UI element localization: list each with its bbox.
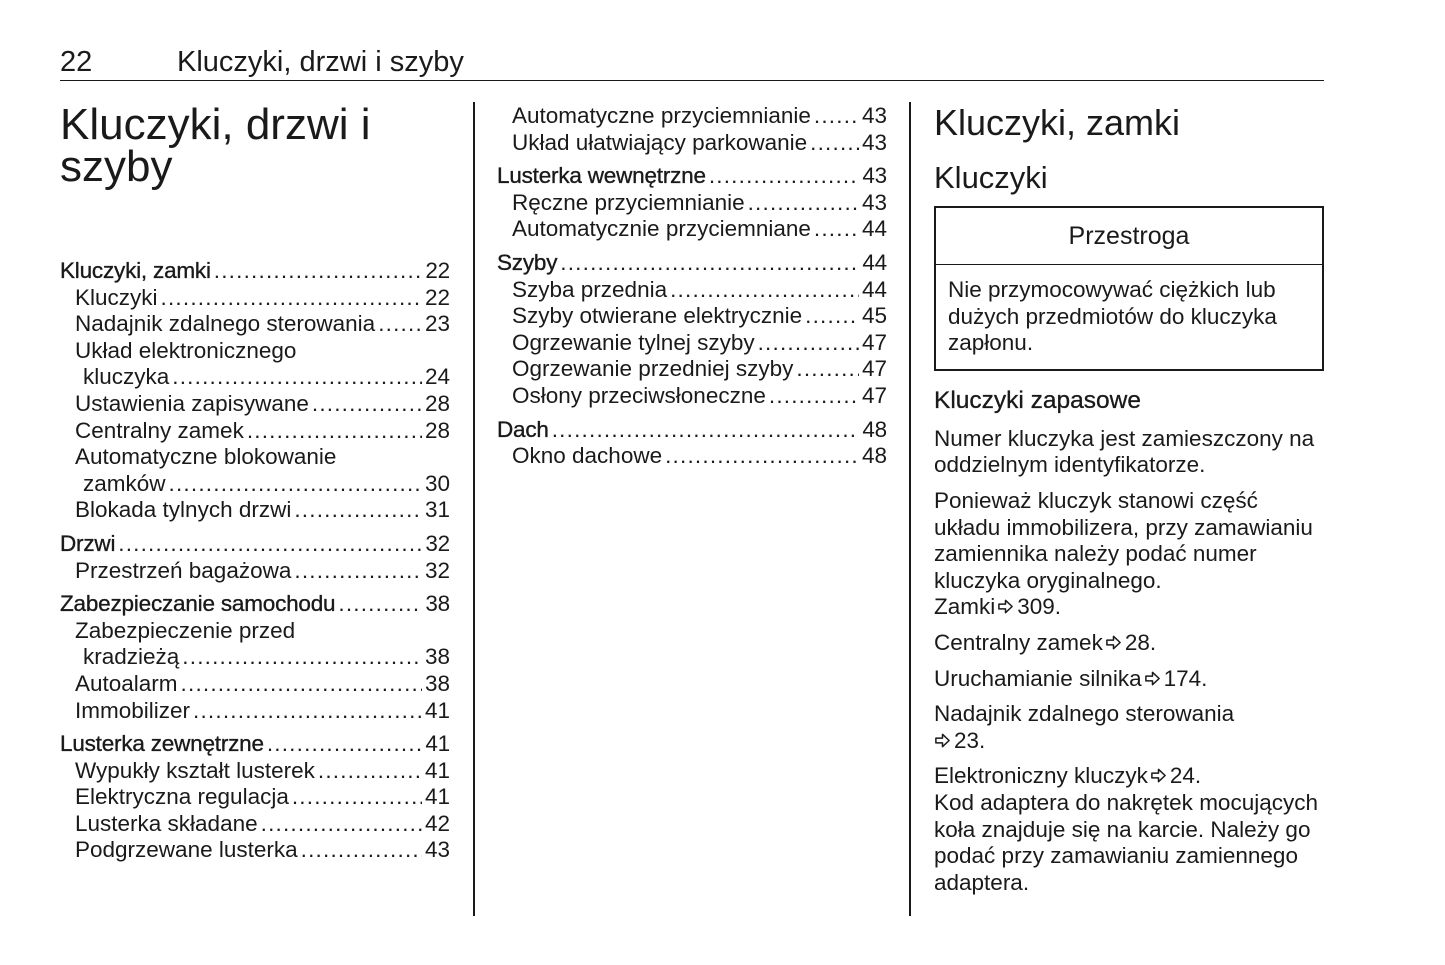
cross-reference[interactable] [934, 594, 1324, 621]
toc-subsection-link[interactable] [60, 311, 450, 338]
toc-label: Wypukły kształt lusterek [75, 757, 315, 783]
reference-text: Zamki [934, 594, 996, 620]
toc-page-number: 43 [424, 837, 450, 863]
toc-leader-dots [665, 443, 859, 470]
toc-leader-dots [182, 644, 422, 671]
toc-subsection-link[interactable] [60, 811, 450, 838]
toc-subsection-link[interactable] [497, 330, 887, 357]
column-divider [473, 102, 475, 916]
toc-page-number: 44 [862, 249, 887, 275]
toc-page-number: 47 [861, 329, 887, 355]
toc-section-link[interactable] [60, 731, 450, 758]
toc-section-link[interactable] [60, 531, 450, 558]
toc-leader-dots [118, 531, 422, 558]
toc-page-number: 48 [861, 443, 887, 469]
arrow-right-icon [1105, 631, 1122, 648]
toc-label: Ogrzewanie przedniej szyby [512, 356, 794, 382]
toc-label: Zabezpieczanie samochodu [60, 591, 336, 617]
subsection-title: Kluczyki [934, 160, 1048, 195]
cross-reference[interactable] [934, 666, 1324, 693]
toc-leader-dots [560, 250, 859, 277]
toc-page-number: 43 [862, 163, 887, 189]
toc-group [497, 417, 887, 470]
toc-label: Blokada tylnych drzwi [75, 497, 292, 523]
toc-page-number: 31 [424, 497, 450, 523]
running-chapter-title: Kluczyki, drzwi i szyby [177, 46, 464, 78]
toc-page-number: 28 [424, 390, 450, 416]
toc-leader-dots [181, 671, 422, 698]
toc-label: Lusterka wewnętrzne [497, 163, 706, 189]
table-of-contents-left [60, 258, 450, 871]
toc-page-number: 43 [861, 103, 887, 128]
toc-subsection-link[interactable] [60, 644, 450, 671]
toc-label: Automatycznie przyciemniane [512, 216, 811, 242]
toc-leader-dots [814, 103, 859, 130]
toc-subsection-link[interactable] [60, 784, 450, 811]
toc-page-number: 38 [425, 591, 450, 617]
toc-label: Elektryczna regulacja [75, 784, 289, 810]
toc-leader-dots [338, 591, 422, 618]
toc-leader-dots [805, 303, 859, 330]
page-header [60, 44, 1324, 81]
toc-leader-dots [169, 471, 422, 498]
toc-group [60, 731, 450, 864]
toc-label: kluczyka [83, 364, 170, 390]
toc-label: Szyby otwierane elektrycznie [512, 303, 803, 329]
toc-subsection-link[interactable] [497, 216, 887, 243]
toc-subsection-link[interactable] [60, 558, 450, 585]
toc-leader-dots [267, 731, 423, 758]
arrow-right-icon [934, 729, 951, 746]
chapter-title: Kluczyki, drzwi i szyby [60, 100, 371, 191]
toc-leader-dots [670, 277, 859, 304]
toc-page-number: 43 [861, 129, 887, 155]
toc-leader-dots [172, 364, 422, 391]
toc-label: Osłony przeciwsłoneczne [512, 382, 766, 408]
arrow-right-icon [997, 595, 1014, 612]
toc-leader-dots [161, 285, 422, 312]
toc-section-link[interactable] [60, 258, 450, 285]
toc-group [497, 250, 887, 410]
toc-group [60, 258, 450, 524]
toc-section-link[interactable] [497, 250, 887, 277]
column-divider [909, 102, 911, 916]
arrow-right-icon [1144, 667, 1161, 684]
toc-entry-label-line: Automatyczne blokowanie [75, 444, 337, 470]
toc-leader-dots [312, 391, 422, 418]
toc-page-number: 38 [424, 670, 450, 696]
toc-label: kradzieżą [83, 644, 180, 670]
toc-leader-dots [318, 758, 422, 785]
toc-page-number: 30 [424, 470, 450, 496]
arrow-right-icon [1150, 764, 1167, 781]
toc-subsection-link[interactable] [60, 391, 450, 418]
toc-page-number: 44 [861, 276, 887, 302]
toc-page-number: 28 [424, 417, 450, 443]
caution-box [934, 206, 1324, 371]
toc-page-number: 43 [861, 189, 887, 215]
toc-label: Ogrzewanie tylnej szyby [512, 329, 755, 355]
toc-leader-dots [193, 698, 422, 725]
toc-leader-dots [758, 330, 859, 357]
toc-group [60, 531, 450, 584]
toc-leader-dots [261, 811, 422, 838]
cross-references [934, 594, 1324, 790]
toc-page-number: 41 [424, 697, 450, 723]
toc-subsection-link[interactable] [497, 103, 887, 130]
toc-page-number: 32 [425, 530, 450, 556]
toc-page-number: 42 [424, 810, 450, 836]
toc-page-number: 47 [861, 356, 887, 382]
toc-label: Lusterka zewnętrzne [60, 731, 264, 757]
toc-leader-dots [214, 258, 423, 285]
cross-reference[interactable] [934, 763, 1324, 790]
toc-label: Immobilizer [75, 697, 191, 723]
toc-page-number: 24 [424, 364, 450, 390]
toc-page-number: 41 [424, 757, 450, 783]
spare-keys-heading: Kluczyki zapasowe [934, 386, 1141, 414]
reference-page: 24. [1169, 763, 1202, 789]
toc-section-link[interactable] [60, 591, 450, 618]
toc-page-number: 23 [424, 311, 450, 337]
toc-subsection-link[interactable] [60, 285, 450, 312]
toc-leader-dots [810, 130, 859, 157]
caution-title: Przestroga [936, 208, 1322, 265]
toc-leader-dots [247, 418, 422, 445]
toc-label: Ustawienia zapisywane [75, 390, 309, 416]
toc-section-link[interactable] [497, 163, 887, 190]
toc-label: Kluczyki, zamki [60, 258, 211, 283]
toc-subsection-link[interactable] [497, 130, 887, 157]
cross-reference[interactable] [934, 630, 1324, 657]
toc-page-number: 44 [861, 216, 887, 242]
toc-page-number: 22 [425, 258, 450, 283]
toc-group [497, 103, 887, 156]
toc-leader-dots [292, 784, 422, 811]
toc-entry-label-line: Układ elektronicznego [75, 337, 297, 363]
toc-subsection-link[interactable] [497, 303, 887, 330]
paragraph: Kod adaptera do nakrętek mocujących koła znajduje się na karcie. Należy go podać przy zamawianiu zamiennego adaptera. [934, 789, 1318, 895]
toc-subsection-link[interactable] [497, 383, 887, 410]
toc-group [60, 591, 450, 724]
toc-subsection-link[interactable] [60, 758, 450, 785]
toc-page-number: 38 [424, 644, 450, 670]
toc-subsection-link[interactable] [497, 277, 887, 304]
toc-leader-dots [301, 837, 422, 864]
reference-text: Elektroniczny kluczyk [934, 763, 1148, 789]
reference-text: Centralny zamek [934, 629, 1103, 655]
toc-leader-dots [294, 497, 422, 524]
toc-label: Autoalarm [75, 670, 178, 696]
toc-label: Lusterka składane [75, 810, 258, 836]
reference-text: Uruchamianie silnika [934, 665, 1142, 691]
reference-page: 28. [1124, 629, 1157, 655]
caution-text: Nie przymocowywać ciężkich lub dużych przedmiotów do kluczyka zapłonu. [948, 277, 1277, 356]
toc-subsection-link[interactable] [60, 471, 450, 498]
toc-page-number: 22 [424, 284, 450, 310]
reference-page: 23. [954, 727, 986, 753]
toc-subsection-link[interactable] [497, 356, 887, 383]
toc-page-number: 41 [425, 731, 450, 757]
toc-leader-dots [709, 163, 860, 190]
toc-page-number: 45 [861, 303, 887, 329]
toc-leader-dots [814, 216, 859, 243]
toc-label: Nadajnik zdalnego sterowania [75, 311, 376, 337]
toc-group [497, 163, 887, 243]
toc-subsection-link[interactable] [60, 497, 450, 524]
toc-subsection-link[interactable] [60, 671, 450, 698]
toc-label: Szyby [497, 249, 558, 275]
paragraph: Ponieważ kluczyk stanowi część układu immobilizera, przy zamawianiu zamiennika należy podać numer kluczyka oryginalnego. [934, 487, 1313, 593]
toc-leader-dots [796, 356, 859, 383]
toc-page-number: 32 [424, 557, 450, 583]
toc-leader-dots [552, 417, 860, 444]
toc-label: Okno dachowe [512, 443, 663, 469]
toc-label: Przestrzeń bagażowa [75, 557, 292, 583]
toc-subsection-link[interactable] [60, 837, 450, 864]
toc-leader-dots [748, 190, 859, 217]
content-column [934, 100, 1324, 896]
page-number: 22 [60, 46, 93, 78]
toc-label: Kluczyki [75, 284, 158, 310]
reference-page: 174. [1163, 665, 1208, 691]
toc-leader-dots [294, 558, 422, 585]
toc-subsection-link[interactable] [60, 418, 450, 445]
toc-label: Centralny zamek [75, 417, 244, 443]
toc-label: Szyba przednia [512, 276, 668, 302]
toc-entry-label-line: Zabezpieczenie przed [75, 617, 296, 643]
toc-leader-dots [378, 311, 422, 338]
cross-reference[interactable] [934, 701, 1324, 754]
toc-label: Automatyczne przyciemnianie [512, 103, 811, 128]
toc-page-number: 41 [424, 784, 450, 810]
toc-section-link[interactable] [497, 417, 887, 444]
reference-text: Nadajnik zdalnego sterowania [934, 701, 1235, 727]
section-title: Kluczyki, zamki [934, 102, 1181, 143]
toc-label: Podgrzewane lusterka [75, 837, 298, 863]
reference-page: 309. [1017, 594, 1062, 620]
toc-page-number: 47 [861, 382, 887, 408]
paragraph: Numer kluczyka jest zamieszczony na oddzielnym identyfikatorze. [934, 425, 1315, 478]
toc-label: zamków [83, 470, 166, 496]
toc-subsection-link[interactable] [497, 443, 887, 470]
toc-subsection-link[interactable] [60, 364, 450, 391]
toc-subsection-link[interactable] [497, 190, 887, 217]
toc-page-number: 48 [862, 416, 887, 442]
toc-label: Układ ułatwiający parkowanie [512, 129, 808, 155]
table-of-contents-middle [497, 103, 887, 477]
toc-leader-dots [769, 383, 859, 410]
toc-label: Dach [497, 416, 549, 442]
toc-subsection-link[interactable] [60, 698, 450, 725]
toc-label: Drzwi [60, 530, 116, 556]
toc-label: Ręczne przyciemnianie [512, 189, 745, 215]
